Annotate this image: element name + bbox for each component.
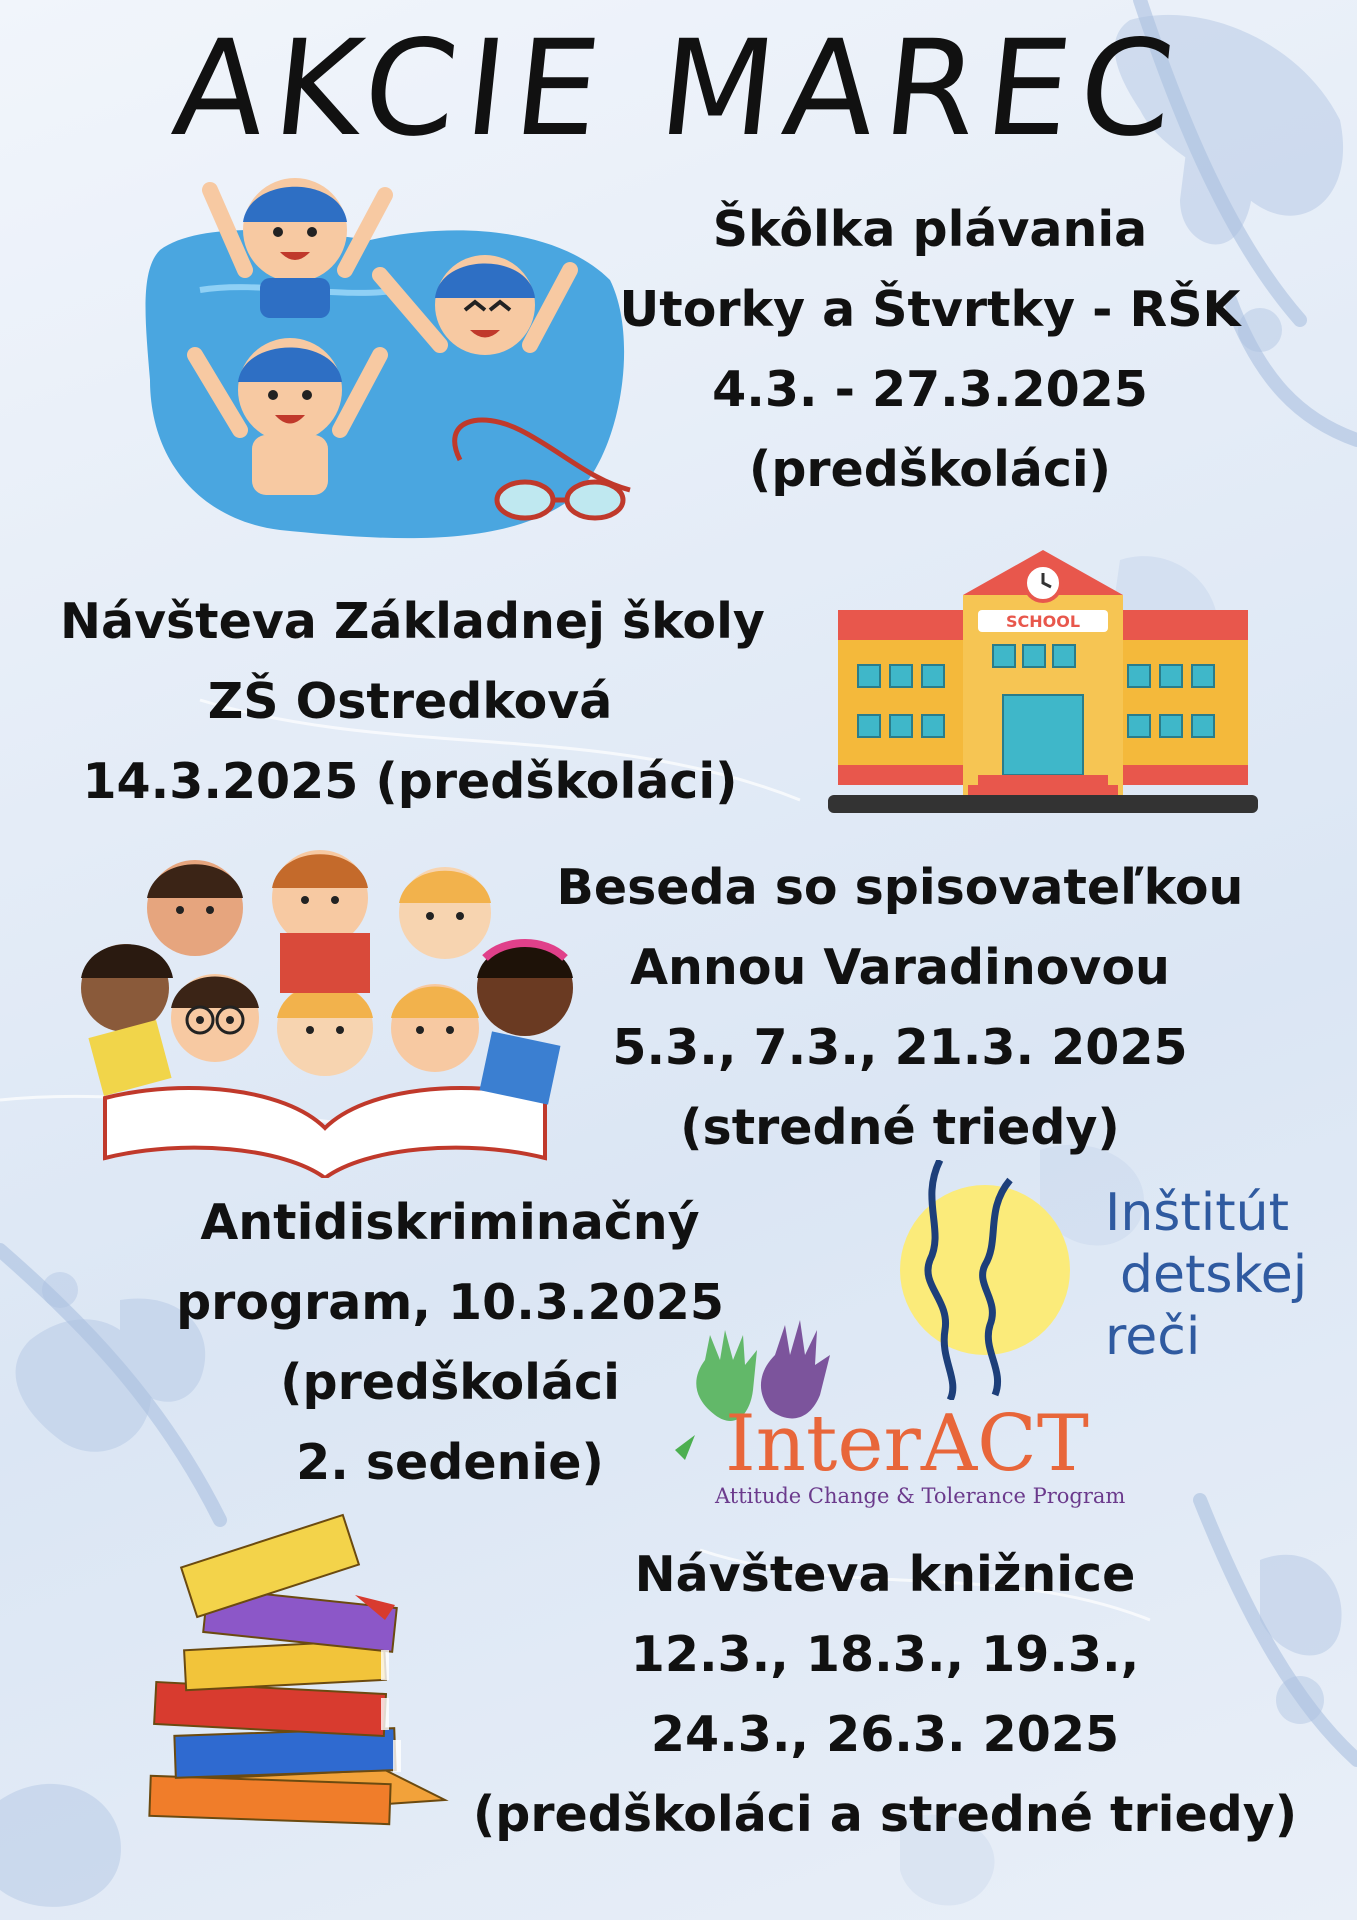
event-swimming-dates: 4.3. - 27.3.2025	[712, 361, 1148, 418]
institute-line-1: Inštitút	[1105, 1183, 1289, 1243]
event-school-visit-school: ZŠ Ostredková	[207, 673, 613, 730]
event-swimming-title: Škôlka plávania	[712, 201, 1148, 258]
interact-tagline: Attitude Change & Tolerance Program	[715, 1484, 1126, 1508]
event-antidiscrimination-date: program, 10.3.2025	[176, 1274, 724, 1331]
event-swimming-group: (predškoláci)	[748, 441, 1112, 498]
event-swimming-days: Utorky a Štvrtky - RŠK	[619, 281, 1241, 338]
institute-line-3: reči	[1105, 1307, 1201, 1367]
event-author-talk-author: Annou Varadinovou	[630, 939, 1170, 996]
event-library-dates-2: 24.3., 26.3. 2025	[650, 1706, 1120, 1763]
event-library-group: (predškoláci a stredné triedy)	[472, 1786, 1298, 1843]
institute-line-2: detskej	[1120, 1245, 1308, 1305]
event-school-visit-date: 14.3.2025 (predškoláci)	[82, 753, 738, 810]
event-author-talk-group: (stredné triedy)	[680, 1099, 1120, 1156]
interact-name: InterACT	[725, 1399, 1089, 1489]
book-stack-illustration	[145, 1500, 465, 1830]
event-author-talk	[530, 848, 1270, 1168]
event-library	[445, 1535, 1325, 1855]
event-library-title: Návšteva knižnice	[634, 1546, 1136, 1603]
event-author-talk-dates: 5.3., 7.3., 21.3. 2025	[612, 1019, 1188, 1076]
reading-kids-illustration	[65, 838, 585, 1178]
event-antidiscrimination-session: 2. sedenie)	[296, 1434, 604, 1491]
event-library-dates-1: 12.3., 18.3., 19.3.,	[630, 1626, 1140, 1683]
school-sign: SCHOOL	[1005, 612, 1081, 631]
page-title: AKCIE MAREC	[166, 12, 1191, 166]
event-swimming	[590, 190, 1270, 510]
event-school-visit-title: Návšteva Základnej školy	[60, 593, 765, 650]
event-author-talk-title: Beseda so spisovateľkou	[556, 859, 1244, 916]
event-antidiscrimination-title: Antidiskriminačný	[200, 1194, 700, 1251]
event-school-visit	[60, 582, 765, 822]
event-antidiscrimination-group: (predškoláci	[280, 1354, 620, 1411]
school-building-illustration	[828, 540, 1258, 815]
interact-logo	[675, 1320, 1175, 1510]
event-antidiscrimination	[130, 1183, 770, 1503]
swimming-kids-illustration	[140, 160, 640, 550]
